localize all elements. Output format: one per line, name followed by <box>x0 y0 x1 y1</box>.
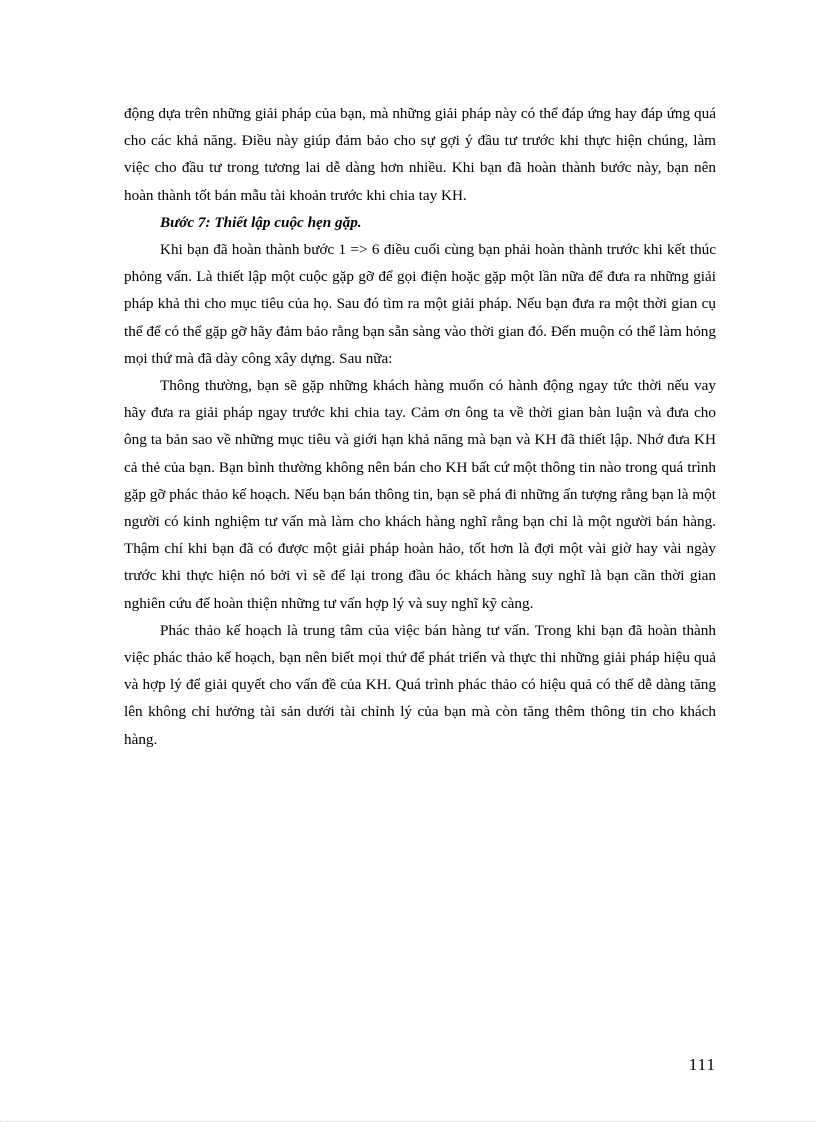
paragraph-step-7-intro: Khi bạn đã hoàn thành bước 1 => 6 điều cuối cùng bạn phải hoàn thành trước khi kết thúc phỏng vấn. Là thiết lập một cuộc gặp gỡ để gọi điện hoặc gặp một lần nữa để đưa ra những giải pháp khả thi cho mục tiêu của họ. Sau đó tìm ra một giải pháp. Nếu bạn đưa ra một thời gian cụ thể để có thể gặp gỡ hãy đảm bảo rằng bạn sẵn sàng vào thời gian đó. Đến muộn có thể làm hỏng mọi thứ mà đã dày công xây dựng. Sau nữa: <box>124 241 716 367</box>
step-7-heading: Bước 7: Thiết lập cuộc hẹn gặp. <box>160 213 362 231</box>
page-number: 111 <box>688 1055 716 1074</box>
page-bottom-border <box>0 1121 816 1122</box>
paragraph-continuation: động dựa trên những giải pháp của bạn, mà những giải pháp này có thể đáp ứng hay đáp ứng quá cho các khả năng. Điều này giúp đảm bảo cho sự gợi ý đầu tư trước khi thực hiện chúng, làm việc cho đầu tư trong tương lai dễ dàng hơn nhiều. Khi bạn đã hoàn thành bước này, bạn nên hoàn thành tốt bán mẫu tài khoản trước khi chia tay KH. <box>124 105 716 204</box>
paragraph-usual-customers: Thông thường, bạn sẽ gặp những khách hàng muốn có hành động ngay tức thời nếu vay hãy đưa ra giải pháp ngay trước khi chia tay. Cảm ơn ông ta về thời gian bàn luận và đưa cho ông ta bản sao về những mục tiêu và giới hạn khả năng mà bạn và KH đã thiết lập. Nhớ đưa KH cả thẻ của bạn. Bạn bình thường không nên bán cho KH bất cứ một thông tin nào trong quá trình gặp gỡ phác thảo kế hoạch. Nếu bạn bán thông tin, bạn sẽ phá đi những ấn tượng rằng bạn là một người có kinh nghiệm tư vấn mà làm cho khách hàng nghĩ rằng bạn chỉ là một người bán hàng. Thậm chí khi bạn đã có được một giải pháp hoàn hảo, tốt hơn là đợi một vài giờ hay vài ngày trước khi thực hiện nó bởi vì sẽ để lại trong đầu óc khách hàng suy nghĩ là bạn cần thời gian nghiên cứu để hoàn thiện những tư vấn hợp lý và suy nghĩ kỹ càng. <box>124 377 716 612</box>
page-body <box>124 100 716 753</box>
paragraph-plan-summary: Phác thảo kế hoạch là trung tâm của việc bán hàng tư vấn. Trong khi bạn đã hoàn thành việc phác thảo kế hoạch, bạn nên biết mọi thứ để phát triển và thực thi những giải pháp hiệu quả và hợp lý để giải quyết cho vấn đề của KH. Quá trình phác thảo có hiệu quả có thể dễ dàng tăng lên không chỉ hưởng tài sản dưới tài chỉnh lý của bạn mà còn tăng thêm thông tin cho khách hàng. <box>124 621 716 748</box>
